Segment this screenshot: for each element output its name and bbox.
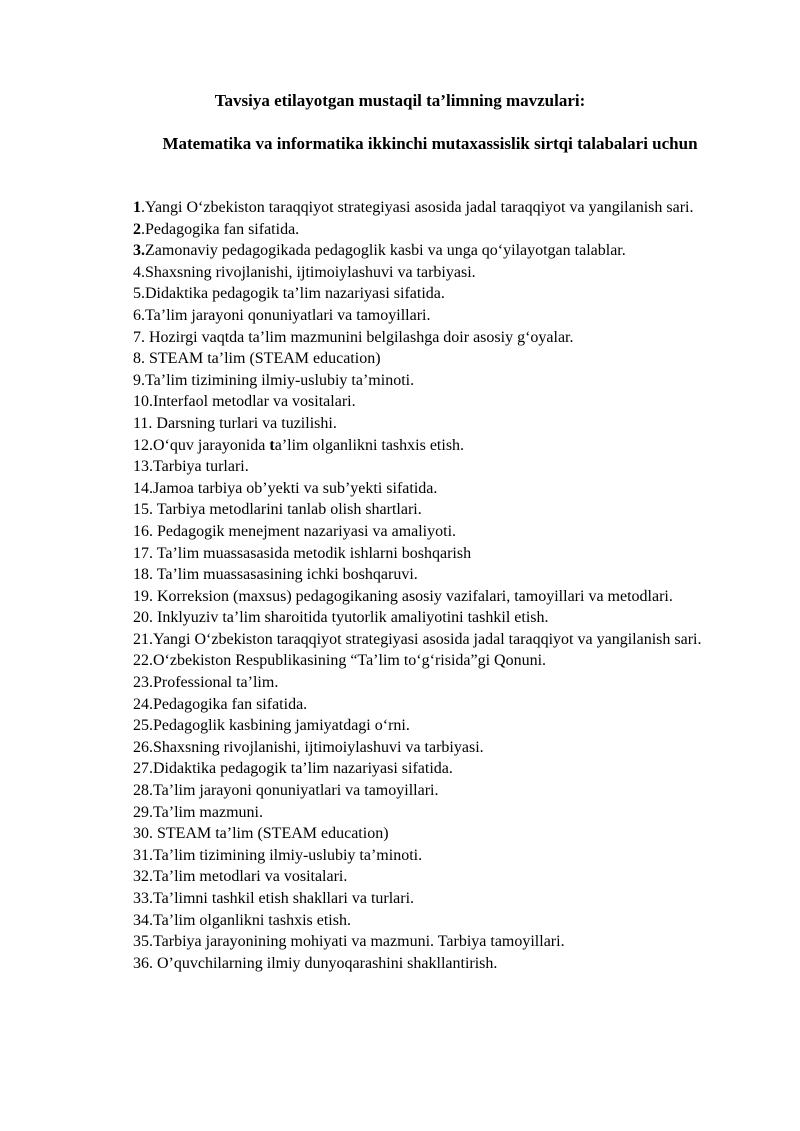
list-item-number: 1 xyxy=(133,199,141,216)
list-item-text: 31.Ta’lim tizimining ilmiy-uslubiy ta’minoti. xyxy=(133,846,423,864)
list-item xyxy=(133,564,724,586)
list-item xyxy=(133,650,724,672)
list-item xyxy=(133,823,724,845)
list-item xyxy=(133,802,724,824)
list-item xyxy=(133,370,724,392)
list-item xyxy=(133,586,724,608)
list-item xyxy=(133,910,724,932)
list-item-text: 15. Tarbiya metodlarini tanlab olish shartlari. xyxy=(133,501,422,519)
list-item xyxy=(133,456,724,478)
list-item-text: 13.Tarbiya turlari. xyxy=(133,458,249,476)
list-item xyxy=(133,780,724,802)
list-item-text: 32.Ta’lim metodlari va vositalari. xyxy=(133,868,348,886)
list-item-text: 29.Ta’lim mazmuni. xyxy=(133,803,263,821)
list-item-text: 24.Pedagogika fan sifatida. xyxy=(133,695,308,713)
list-item-text: 8. STEAM ta’lim (STEAM education) xyxy=(133,350,381,368)
list-item-text: .Pedagogika fan sifatida. xyxy=(141,220,300,238)
list-item-number: 3. xyxy=(133,242,145,260)
list-item xyxy=(133,888,724,910)
list-item-text: 23.Professional ta’lim. xyxy=(133,674,279,692)
list-item-text: 20. Inklyuziv ta’lim sharoitida tyutorlik amaliyotini tashkil etish. xyxy=(133,609,549,627)
list-item xyxy=(133,413,724,435)
list-item xyxy=(133,219,724,241)
list-item xyxy=(133,715,724,737)
list-item xyxy=(133,478,724,500)
list-item-text: Zamonaviy pedagogikada pedagoglik kasbi va unga qo‘yilayotgan talablar. xyxy=(145,242,626,260)
list-item-text: 33.Ta’limni tashkil etish shakllari va turlari. xyxy=(133,890,415,907)
list-item xyxy=(133,435,724,457)
list-item xyxy=(133,283,724,305)
list-item-text: 5.Didaktika pedagogik ta’lim nazariyasi sifatida. xyxy=(133,285,445,303)
list-item xyxy=(133,499,724,521)
list-item-text: 16. Pedagogik menejment nazariyasi va amaliyoti. xyxy=(133,522,457,540)
list-item xyxy=(133,607,724,629)
list-item-text: 21.Yangi O‘zbekiston taraqqiyot strategiyasi asosida jadal taraqqiyot va yangilanish sari. xyxy=(133,630,702,648)
list-item xyxy=(133,845,724,867)
list-item-text: 36. O’quvchilarning ilmiy dunyoqarashini shakllantirish. xyxy=(133,954,498,972)
list-item xyxy=(133,931,724,953)
list-item xyxy=(133,262,724,284)
list-item-text: 25.Pedagoglik kasbining jamiyatdagi o‘rni. xyxy=(133,717,410,735)
list-item xyxy=(133,305,724,327)
list-item xyxy=(133,240,724,262)
list-item-text: 4.Shaxsning rivojlanishi, ijtimoiylashuvi va tarbiyasi. xyxy=(133,263,476,281)
list-item-text: 35.Tarbiya jarayonining mohiyati va mazmuni. Tarbiya tamoyillari. xyxy=(133,933,565,951)
list-item xyxy=(133,391,724,413)
list-item xyxy=(133,521,724,543)
list-item xyxy=(133,672,724,694)
list-item xyxy=(133,953,724,975)
list-item-text: 10.Interfaol metodlar va vositalari. xyxy=(133,393,356,411)
list-item-text: 22.O‘zbekiston Respublikasining “Ta’lim to‘g‘risida”gi Qonuni. xyxy=(133,652,547,670)
list-item-text: 12.O‘quv jarayonida xyxy=(133,436,270,454)
list-item-text: 30. STEAM ta’lim (STEAM education) xyxy=(133,825,389,843)
list-item-text: 18. Ta’lim muassasasining ichki boshqaruvi. xyxy=(133,566,418,584)
list-item xyxy=(133,543,724,565)
list-item-text: 6.Ta’lim jarayoni qonuniyatlari va tamoyillari. xyxy=(133,306,431,324)
list-item xyxy=(133,866,724,888)
list-item xyxy=(133,737,724,759)
list-item-text: 26.Shaxsning rivojlanishi, ijtimoiylashuvi va tarbiyasi. xyxy=(133,738,484,756)
topic-list xyxy=(133,197,724,974)
list-item-text-rest: a’lim olganlikni tashxis etish. xyxy=(274,436,465,454)
list-item xyxy=(133,348,724,370)
list-item-text: 14.Jamoa tarbiya ob’yekti va sub’yekti sifatida. xyxy=(133,479,438,497)
document-title: Tavsiya etilayotgan mustaqil ta’limning mavzulari: xyxy=(214,91,586,110)
list-item-text: 34.Ta’lim olganlikni tashxis etish. xyxy=(133,911,351,929)
list-item xyxy=(133,327,724,349)
list-item-text: .Yangi O‘zbekiston taraqqiyot strategiyasi asosida jadal taraqqiyot va yangilanish sari. xyxy=(141,199,694,216)
list-item xyxy=(133,694,724,716)
list-item-text: 11. Darsning turlari va tuzilishi. xyxy=(133,414,337,432)
list-item-text: 27.Didaktika pedagogik ta’lim nazariyasi sifatida. xyxy=(133,760,453,778)
list-item-text: 7. Hozirgi vaqtda ta’lim mazmunini belgilashga doir asosiy g‘oyalar. xyxy=(133,328,574,346)
list-item xyxy=(133,758,724,780)
list-item-text: 17. Ta’lim muassasasida metodik ishlarni boshqarish xyxy=(133,544,472,562)
list-item-number: 2 xyxy=(133,220,141,238)
list-item xyxy=(133,197,724,219)
list-item-bold-char: t xyxy=(269,436,275,454)
list-item-text: 9.Ta’lim tizimining ilmiy-uslubiy ta’minoti. xyxy=(133,371,415,389)
list-item-text: 28.Ta’lim jarayoni qonuniyatlari va tamoyillari. xyxy=(133,782,439,800)
document-subtitle: Matematika va informatika ikkinchi mutaxassislik sirtqi talabalari uchun xyxy=(162,134,698,153)
list-item xyxy=(133,629,724,651)
list-item-text: 19. Korreksion (maxsus) pedagogikaning asosiy vazifalari, tamoyillari va metodlari. xyxy=(133,587,673,605)
